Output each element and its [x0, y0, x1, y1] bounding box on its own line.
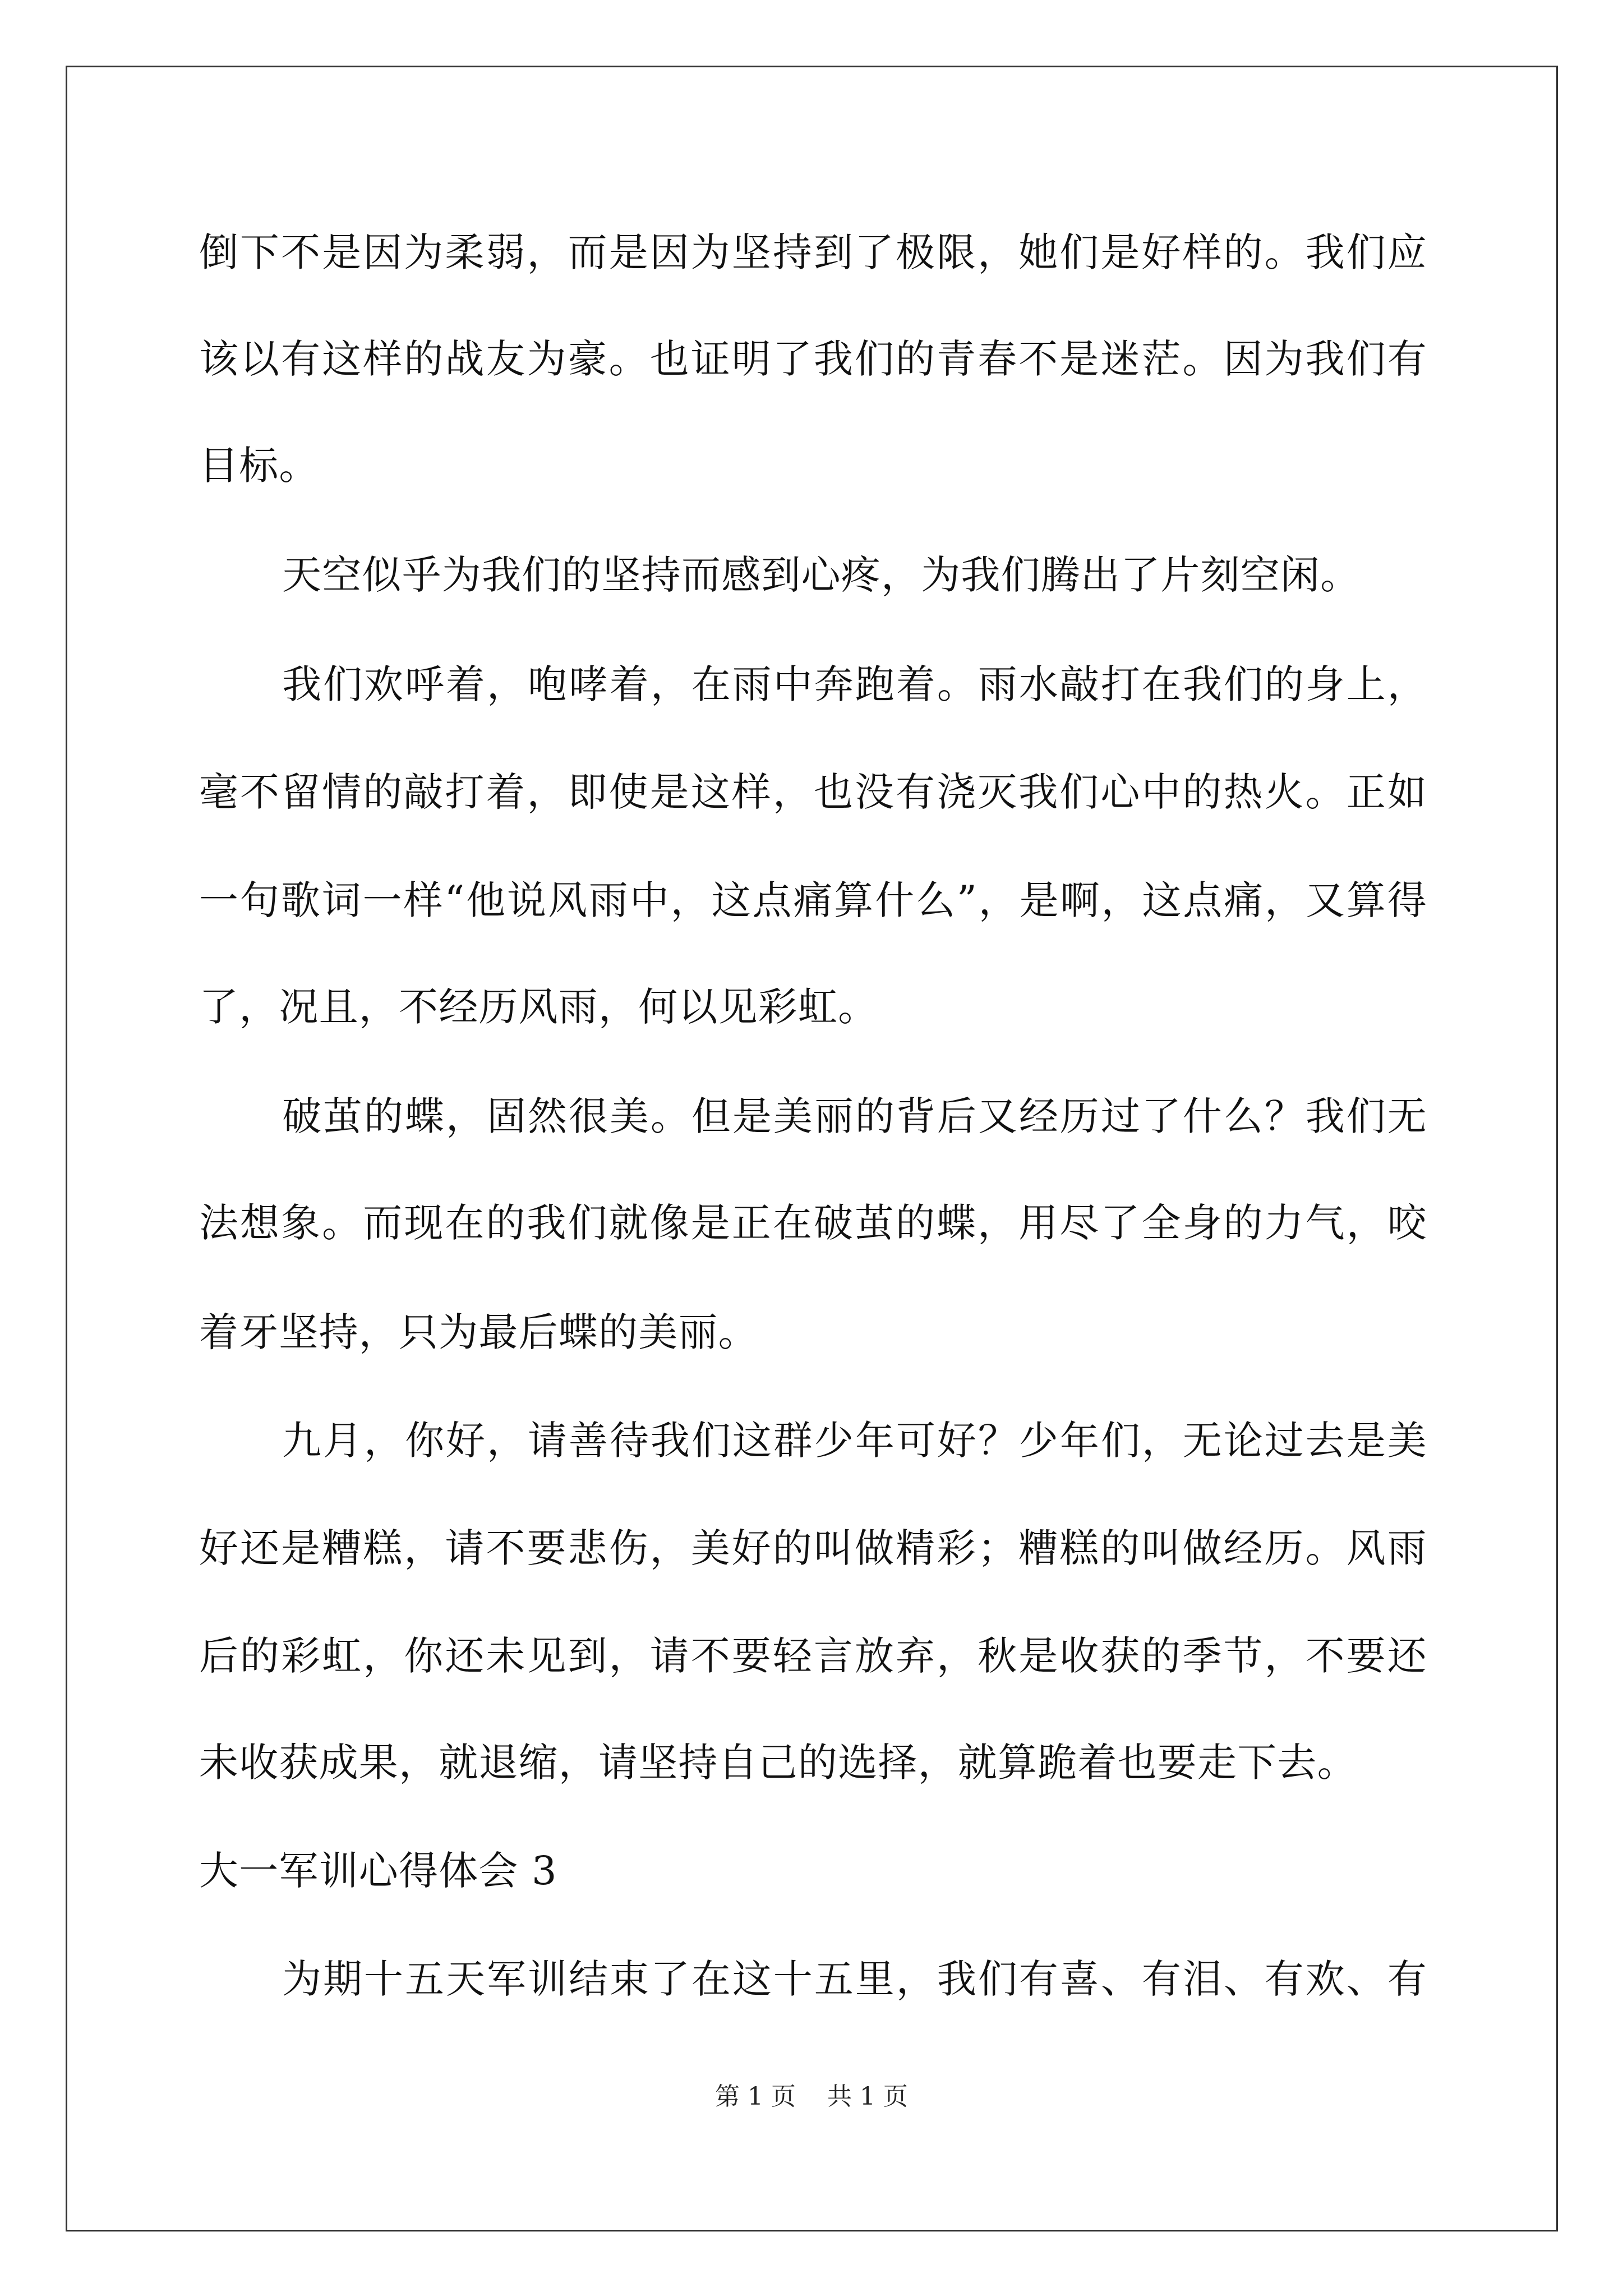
page-border: [66, 66, 1558, 2231]
paragraph-line: 天空似乎为我们的坚持而感到心疼，为我们腾出了片刻空闲。: [282, 552, 1361, 598]
paragraph-line: 我们欢呼着，咆哮着，在雨中奔跑着。雨水敲打在我们的身上，: [282, 661, 1427, 707]
paragraph-line: 好还是糟糕，请不要悲伤，美好的叫做精彩；糟糕的叫做经历。风雨: [199, 1525, 1427, 1571]
page-number-footer: 第 1 页 共 1 页: [715, 2082, 908, 2111]
paragraph-line: 九月，你好，请善待我们这群少年可好？少年们，无论过去是美: [282, 1418, 1427, 1464]
paragraph-line: 为期十五天军训结束了在这十五里，我们有喜、有泪、有欢、有: [282, 1956, 1427, 2002]
paragraph-line: 破茧的蝶，固然很美。但是美丽的背后又经历过了什么？我们无: [282, 1093, 1427, 1139]
paragraph-line: 未收获成果，就退缩，请坚持自己的选择，就算跪着也要走下去。: [199, 1740, 1357, 1786]
paragraph-line: 后的彩虹，你还未见到，请不要轻言放弃，秋是收获的季节，不要还: [199, 1633, 1427, 1679]
section-heading: 大一军训心得体会 3: [199, 1848, 557, 1894]
paragraph-line: 毫不留情的敲打着，即使是这样，也没有浇灭我们心中的热火。正如: [199, 769, 1427, 815]
paragraph-line: 目标。: [199, 443, 319, 489]
paragraph-line: 一句歌词一样“他说风雨中，这点痛算什么”，是啊，这点痛，又算得: [199, 877, 1427, 923]
paragraph-line: 该以有这样的战友为豪。也证明了我们的青春不是迷茫。因为我们有: [199, 336, 1427, 382]
paragraph-line: 倒下不是因为柔弱，而是因为坚持到了极限，她们是好样的。我们应: [199, 229, 1427, 275]
paragraph-line: 着牙坚持，只为最后蝶的美丽。: [199, 1309, 758, 1355]
paragraph-line: 法想象。而现在的我们就像是正在破茧的蝶，用尽了全身的力气，咬: [199, 1200, 1427, 1246]
paragraph-line: 了，况且，不经历风雨，何以见彩虹。: [199, 984, 878, 1030]
